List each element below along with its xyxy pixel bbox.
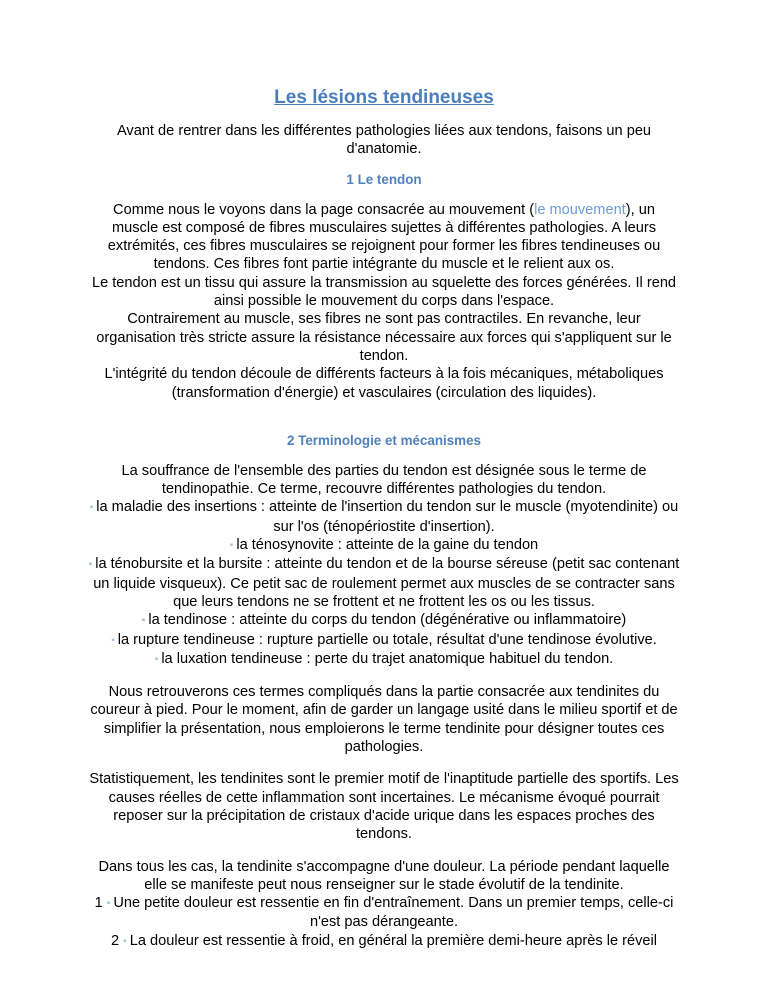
list-item: ▪ la ténobursite et la bursite : atteinte du tendon et de la bourse séreuse (petit sac contenant un liquide visqueux). Ce petit sac de roulement permet aux muscles de se contracter sans que leurs tendons ne se frottent et ne frottent les os ou les tissus. (88, 556, 680, 610)
list-item: ▪ la ténosynovite : atteinte de la gaine du tendon (229, 537, 539, 554)
terminologie-intro: La souffrance de l'ensemble des parties du tendon est désignée sous le terme de tendinopathie. Ce terme, recouvre différentes pathologies du tendon. (121, 462, 647, 498)
text-before-link: Comme nous le voyons dans la page consacrée au mouvement ( (113, 201, 535, 218)
tendon-paragraph-4: L'intégrité du tendon découle de différents facteurs à la fois mécaniques, métaboliques (transformation d'énergie) et vasculaires (circulation des liquides). (104, 366, 664, 401)
bullet-icon: ▪ (154, 653, 159, 665)
text-after-link: ), un muscle est composé de fibres musculaires sujettes à différentes pathologies. A leurs extrémités, ces fibres musculaires se rejoignent pour former les fibres tendineuses ou tendons. Ces fibres font partie intégrante du muscle et le relient aux os. (107, 201, 661, 273)
list-item: ▪ la tendinose : atteinte du corps du tendon (dégénérative ou inflammatoire) (141, 612, 627, 629)
stage-item: 2 ▪ La douleur est ressentie à froid, en général la première demi-heure après le réveil (110, 932, 658, 949)
bullet-icon: ▪ (141, 615, 146, 627)
stage-item: 1 ▪ Une petite douleur est ressentie en fin d'entraînement. Dans un premier temps, celle-ci n'est pas dérangeante. (94, 895, 674, 931)
bullet-icon: ▪ (111, 634, 115, 646)
intro-paragraph: Avant de rentrer dans les différentes pathologies liées aux tendons, faisons un peu d'anatomie. (116, 123, 652, 158)
list-item: ▪ la luxation tendineuse : perte du trajet anatomique habituel du tendon. (154, 650, 614, 667)
stage-number: 1 (94, 895, 103, 912)
bullet-icon: ▪ (229, 540, 234, 552)
bullet-icon: ▪ (123, 935, 127, 947)
pain-paragraph: Dans tous les cas, la tendinite s'accompagne d'une douleur. La période pendant laquelle elle se manifeste peut nous renseigner sur le stade évolutif de la tendinite. (98, 858, 670, 893)
list-item: ▪ la rupture tendineuse : rupture partielle ou totale, résultat d'une tendinose évolutive. (111, 631, 657, 648)
tendon-paragraph-3: Contrairement au muscle, ses fibres ne sont pas contractiles. En revanche, leur organisation très stricte assure la résistance nécessaire aux forces qui s'appliquent sur le tendon. (96, 311, 672, 364)
list-item: ▪ la maladie des insertions : atteinte de l'insertion du tendon sur le muscle (myotendinite) ou sur l'os (ténopériostite d'insertion). (89, 499, 679, 535)
page-title: Les lésions tendineuses (274, 87, 494, 108)
tendon-paragraph-1 (88, 201, 680, 274)
mouvement-link[interactable]: le mouvement (534, 201, 626, 218)
bullet-icon: ▪ (106, 898, 111, 910)
statistics-paragraph: Statistiquement, les tendinites sont le premier motif de l'inaptitude partielle des sportifs. Les causes réelles de cette inflammation sont incertaines. Le mécanisme évoqué pourrait reposer sur la précipitation de cristaux d'acide urique dans les espaces proches des tendons. (89, 771, 679, 843)
stage-number: 2 (110, 932, 120, 949)
terms-paragraph: Nous retrouverons ces termes compliqués dans la partie consacrée aux tendinites du coureur à pied. Pour le moment, afin de garder un langage usité dans le milieu sportif et de simplifier la présentation, nous emploierons le terme tendinite pour désigner toutes ces pathologies. (90, 684, 678, 756)
section-heading-terminologie: 2 Terminologie et mécanismes (287, 432, 481, 448)
pathology-list (88, 498, 680, 669)
tendon-paragraph-2: Le tendon est un tissu qui assure la transmission au squelette des forces générées. Il rend ainsi possible le mouvement du corps dans l'espace. (91, 274, 677, 310)
bullet-icon: ▪ (89, 502, 94, 514)
section-heading-tendon: 1 Le tendon (346, 171, 422, 187)
bullet-icon: ▪ (88, 559, 93, 571)
